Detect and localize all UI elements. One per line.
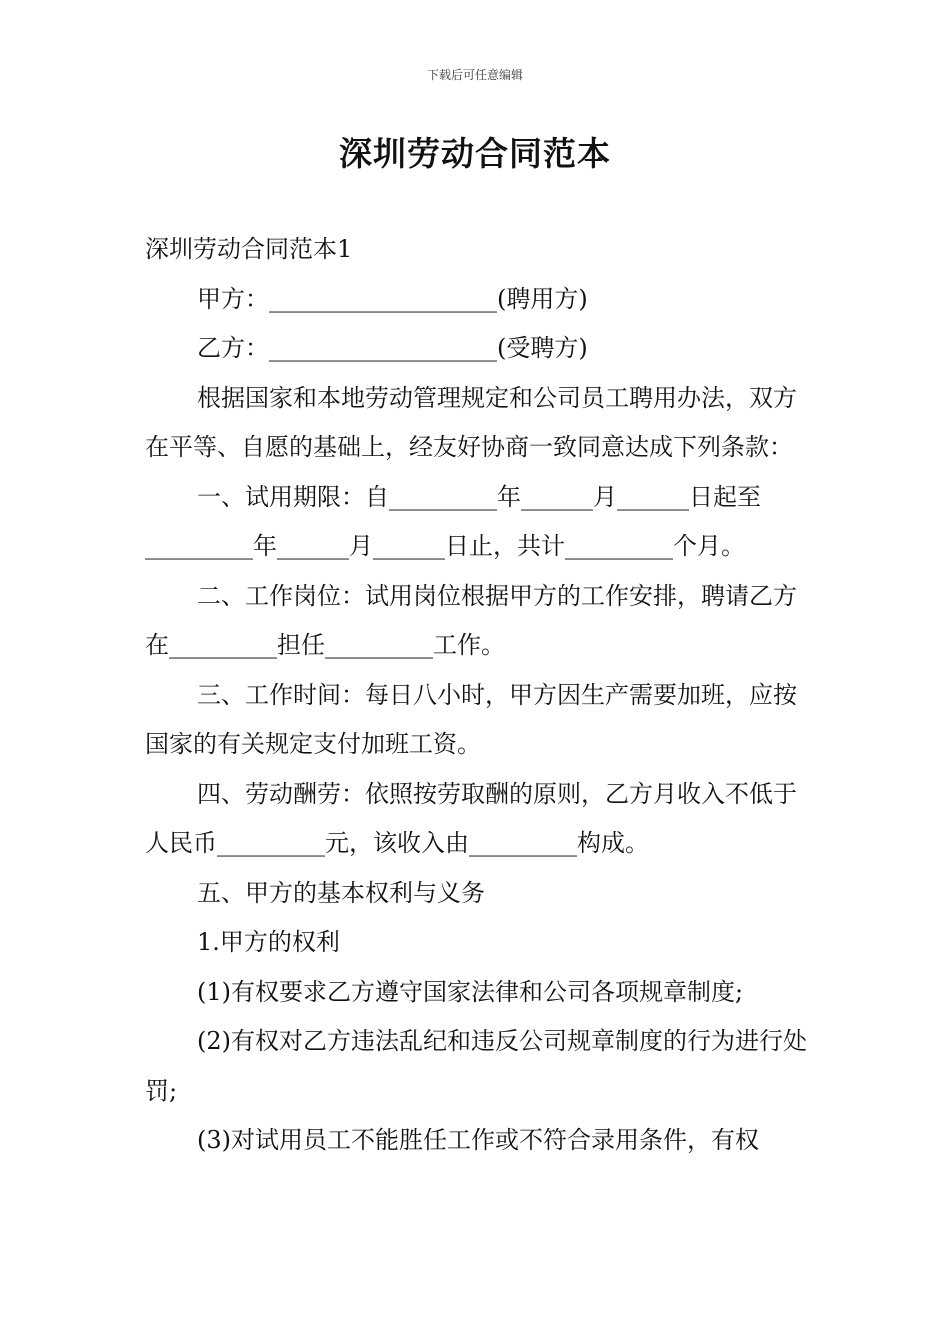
section-heading: 深圳劳动合同范本1 — [145, 235, 353, 263]
list-item: (3)对试用员工不能胜任工作或不符合录用条件，有权 — [197, 1126, 759, 1154]
document-body — [145, 225, 810, 1166]
clause-job-position: 二、工作岗位：试用岗位根据甲方的工作安排，聘请乙方在_________担任_________工作。 — [145, 581, 797, 659]
header-note: 下载后可任意编辑 — [426, 68, 523, 82]
document-title: 深圳劳动合同范本 — [339, 134, 611, 173]
party-a-line: 甲方：___________________(聘用方) — [197, 284, 588, 313]
preamble-paragraph: 根据国家和本地劳动管理规定和公司员工聘用办法，双方在平等、自愿的基础上，经友好协商一致同意达成下列条款： — [145, 383, 797, 461]
list-item: (2)有权对乙方违法乱纪和违反公司规章制度的行为进行处罚; — [145, 1027, 807, 1105]
clause-remuneration: 四、劳动酬劳：依照按劳取酬的原则，乙方月收入不低于人民币_________元，该收入由_________构成。 — [145, 779, 797, 857]
subclause-party-a-rights: 1.甲方的权利 — [197, 928, 340, 956]
clause-working-hours: 三、工作时间：每日八小时，甲方因生产需要加班，应按国家的有关规定支付加班工资。 — [145, 680, 797, 758]
party-b-line: 乙方：___________________(受聘方) — [197, 334, 588, 362]
clause-rights-obligations-heading: 五、甲方的基本权利与义务 — [197, 878, 485, 907]
clause-probation-period: 一、试用期限：自_________年______月______日起至_________年______月______日止，共计_________个月。 — [145, 482, 761, 560]
list-item: (1)有权要求乙方遵守国家法律和公司各项规章制度; — [197, 977, 744, 1006]
